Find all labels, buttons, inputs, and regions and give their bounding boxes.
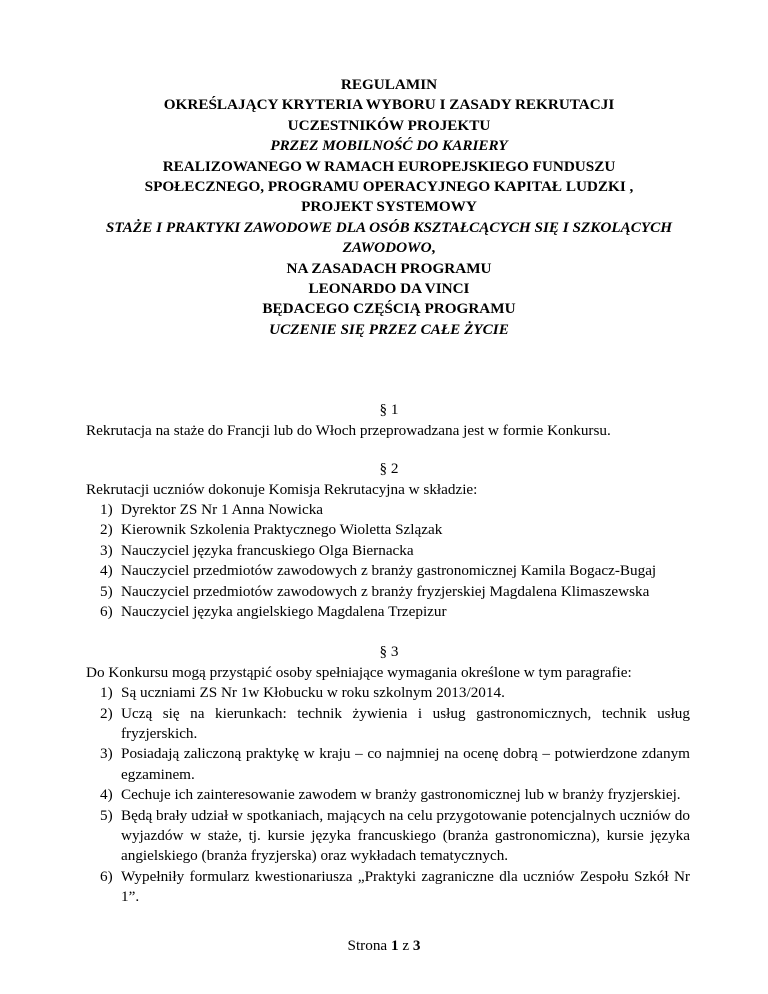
title-line: BĘDACEGO CZĘŚCIĄ PROGRAMU: [262, 300, 516, 318]
current-page-number: 1: [390, 937, 399, 954]
section-2: [88, 459, 690, 622]
title-line: LEONARDO DA VINCI: [308, 280, 470, 298]
list-number: 4): [100, 786, 113, 804]
list-number: 5): [100, 582, 113, 600]
list-number: 1): [100, 684, 113, 702]
document-title: [88, 75, 690, 340]
list-text: Uczą się na kierunkach: technik żywienia i usług gastronomicznych, technik usług fryzjerskich.: [121, 704, 690, 742]
list-number: 3): [100, 541, 113, 559]
list-number: 2): [100, 521, 113, 539]
list-number: 6): [100, 867, 113, 885]
title-comma: ,: [431, 239, 436, 257]
list-item: [88, 867, 690, 908]
section-mark: § 2: [379, 460, 399, 478]
list-text: Będą brały udział w spotkaniach, mających na celu przygotowanie potencjalnych uczniów do wyjazdów w staże, tj. kursie języka francuskiego (branża gastronomiczna), kursie języka angielskiego (branża fryzjerska) oraz wykładach tematycznych.: [121, 806, 690, 865]
list-text: Nauczyciel przedmiotów zawodowych z branży gastronomicznej Kamila Bogacz-Bugaj: [121, 562, 657, 580]
section-3: [88, 642, 690, 907]
list-text: Są uczniami ZS Nr 1w Kłobucku w roku szkolnym 2013/2014.: [121, 684, 505, 702]
section-mark: § 1: [379, 401, 399, 419]
list-text: Posiadają zaliczoną praktykę w kraju – co najmniej na ocenę dobrą – potwierdzone zdanym egzaminem.: [121, 745, 690, 783]
document-page: [88, 75, 690, 908]
title-line: REALIZOWANEGO W RAMACH EUROPEJSKIEGO FUNDUSZU: [162, 157, 616, 175]
project-name: PRZEZ MOBILNOŚĆ DO KARIERY: [270, 137, 508, 155]
list-number: 1): [100, 500, 113, 518]
title-line: OKREŚLAJĄCY KRYTERIA WYBORU I ZASADY REKRUTACJI: [163, 96, 615, 114]
section-text: Rekrutacja na staże do Francji lub do Włoch przeprowadzana jest w formie Konkursu.: [86, 421, 611, 439]
title-line: [88, 238, 690, 258]
requirements-list: [88, 683, 690, 907]
page-footer: [0, 936, 768, 956]
list-number: 5): [100, 806, 113, 824]
section-mark: § 3: [379, 643, 399, 661]
committee-list: [88, 500, 690, 622]
footer-separator: z: [402, 937, 410, 954]
title-line: PROJEKT SYSTEMOWY: [301, 198, 477, 216]
list-item: [88, 582, 690, 602]
list-number: 3): [100, 745, 113, 763]
list-text: Nauczyciel przedmiotów zawodowych z branży fryzjerskiej Magdalena Klimaszewska: [121, 582, 650, 600]
list-item: [88, 683, 690, 703]
section-1: [88, 400, 690, 441]
list-item: [88, 602, 690, 622]
list-item: [88, 541, 690, 561]
list-item: [88, 806, 690, 867]
section-intro: Do Konkursu mogą przystąpić osoby spełniające wymagania określone w tym paragrafie:: [86, 663, 632, 681]
title-line: REGULAMIN: [340, 76, 438, 93]
list-item: [88, 520, 690, 540]
title-line: SPOŁECZNEGO, PROGRAMU OPERACYJNEGO KAPITAŁ LUDZKI ,: [144, 178, 634, 196]
title-line: NA ZASADACH PROGRAMU: [286, 259, 492, 277]
list-item: [88, 561, 690, 581]
list-number: 2): [100, 704, 113, 722]
title-line: UCZESTNIKÓW PROJEKTU: [287, 116, 491, 134]
list-item: [88, 500, 690, 520]
system-project-name: STAŻE I PRAKTYKI ZAWODOWE DLA OSÓB KSZTAŁCĄCYCH SIĘ I SZKOLĄCYCH: [105, 218, 673, 236]
list-item: [88, 704, 690, 745]
list-number: 4): [100, 562, 113, 580]
total-pages-number: 3: [412, 937, 421, 954]
list-text: Cechuje ich zainteresowanie zawodem w branży gastronomicznej lub w branży fryzjerskiej.: [121, 786, 681, 804]
list-text: Wypełniły formularz kwestionariusza „Praktyki zagraniczne dla uczniów Zespołu Szkół Nr 1”.: [121, 867, 690, 906]
list-text: Nauczyciel języka francuskiego Olga Biernacka: [121, 541, 414, 559]
list-number: 6): [100, 602, 113, 620]
list-item: [88, 785, 690, 805]
list-text: Dyrektor ZS Nr 1 Anna Nowicka: [121, 500, 324, 518]
program-name: UCZENIE SIĘ PRZEZ CAŁE ŻYCIE: [269, 320, 509, 338]
list-text: Kierownik Szkolenia Praktycznego Wioletta Szlązak: [121, 521, 443, 539]
system-project-name-cont: ZAWODOWO: [342, 239, 432, 257]
footer-prefix: Strona: [347, 937, 388, 954]
list-text: Nauczyciel języka angielskiego Magdalena Trzepizur: [121, 602, 447, 620]
section-intro: Rekrutacji uczniów dokonuje Komisja Rekrutacyjna w składzie:: [86, 480, 478, 498]
list-item: [88, 744, 690, 785]
